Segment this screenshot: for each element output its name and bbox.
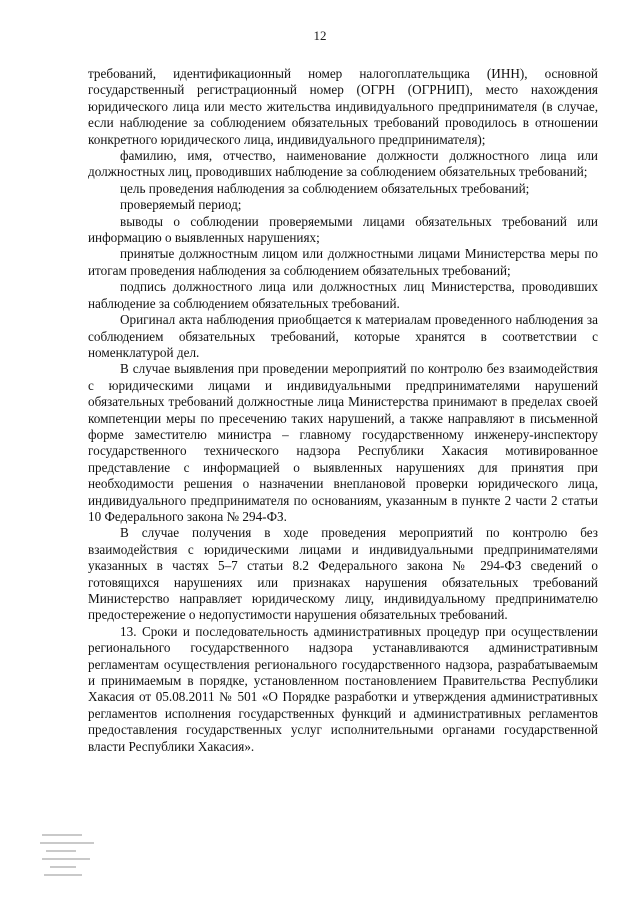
page-number: 12 (313, 28, 327, 43)
faint-stamp-mark (40, 832, 102, 882)
paragraph-purpose-item: цель проведения наблюдения за соблюдением обязательных требований; (120, 180, 530, 196)
paragraph-full-name-item: фамилию, имя, отчество, наименование должности должностного лица или должностных лиц, проводивших наблюдение за соблюдением обязательных требований; (88, 148, 598, 180)
paragraph-original-act: Оригинал акта наблюдения приобщается к материалам проведенного наблюдения за соблюдением обязательных требований, которые хранятся в соответствии с номенклатурой дел. (88, 312, 598, 360)
paragraph-warning-issued: В случае получения в ходе проведения мероприятий по контролю без взаимодействия с юридическими лицами и индивидуальными предпринимателями указанных в частях 5–7 статьи 8.2 Федерального закона № 294-ФЗ сведений о готовящихся нарушениях или признаках нарушения обязательных требований Министерство направляет юридическому лицу, индивидуальному предпринимателю предостережение о недопустимости нарушения обязательных требований. (88, 525, 598, 623)
paragraph-period-item: проверяемый период; (120, 197, 242, 213)
paragraph-conclusions-item: выводы о соблюдении проверяемыми лицами обязательных требований или информацию о выявленных нарушениях; (88, 213, 598, 246)
paragraph-section-13: 13. Сроки и последовательность административных процедур при осуществлении регионального государственного надзора устанавливаются административным регламентам осуществления регионального государственного надзора, разрабатываемым и принимаемым в порядке, установленном постановлением Правительства Республики Хакасия от 05.08.2011 № 501 «О Порядке разработки и утверждения административных регламентов исполнения государственных функций и административных регламентов предоставления государственных услуг исполнительными органами государственной власти Республики Хакасия». (88, 623, 598, 754)
paragraph-measures-item: принятые должностным лицом или должностными лицами Министерства меры по итогам проведения наблюдения за соблюдением обязательных требований; (88, 246, 598, 278)
paragraph-signature-item: подпись должностного лица или должностных лиц Министерства, проводивших наблюдение за соблюдением обязательных требований. (88, 279, 598, 311)
paragraph-continuation: требований, идентификационный номер налогоплательщика (ИНН), основной государственный регистрационный номер (ОГРН (ОГРНИП), место нахождения юридического лица или место жительства индивидуального предпринимателя (в случае, если наблюдение за соблюдением обязательных требований проводилось в отношении конкретного юридического лица, индивидуального предпринимателя); (88, 66, 598, 147)
paragraph-violations-detected: В случае выявления при проведении мероприятий по контролю без взаимодействия с юридическими лицами и индивидуальными предпринимателями нарушений обязательных требований должностные лица Министерства принимают в пределах своей компетенции меры по пресечению таких нарушений, а также направляют в письменной форме заместителю министра – главному государственному инженеру-инспектору государственного технического надзора Республики Хакасия мотивированное представление с информацией о выявленных нарушениях для принятия при необходимости решения о назначении внеплановой проверки юридического лица, индивидуального предпринимателя по основаниям, указанным в пункте 2 части 2 статьи 10 Федерального закона № 294-ФЗ. (88, 361, 598, 524)
document-body (88, 66, 598, 755)
